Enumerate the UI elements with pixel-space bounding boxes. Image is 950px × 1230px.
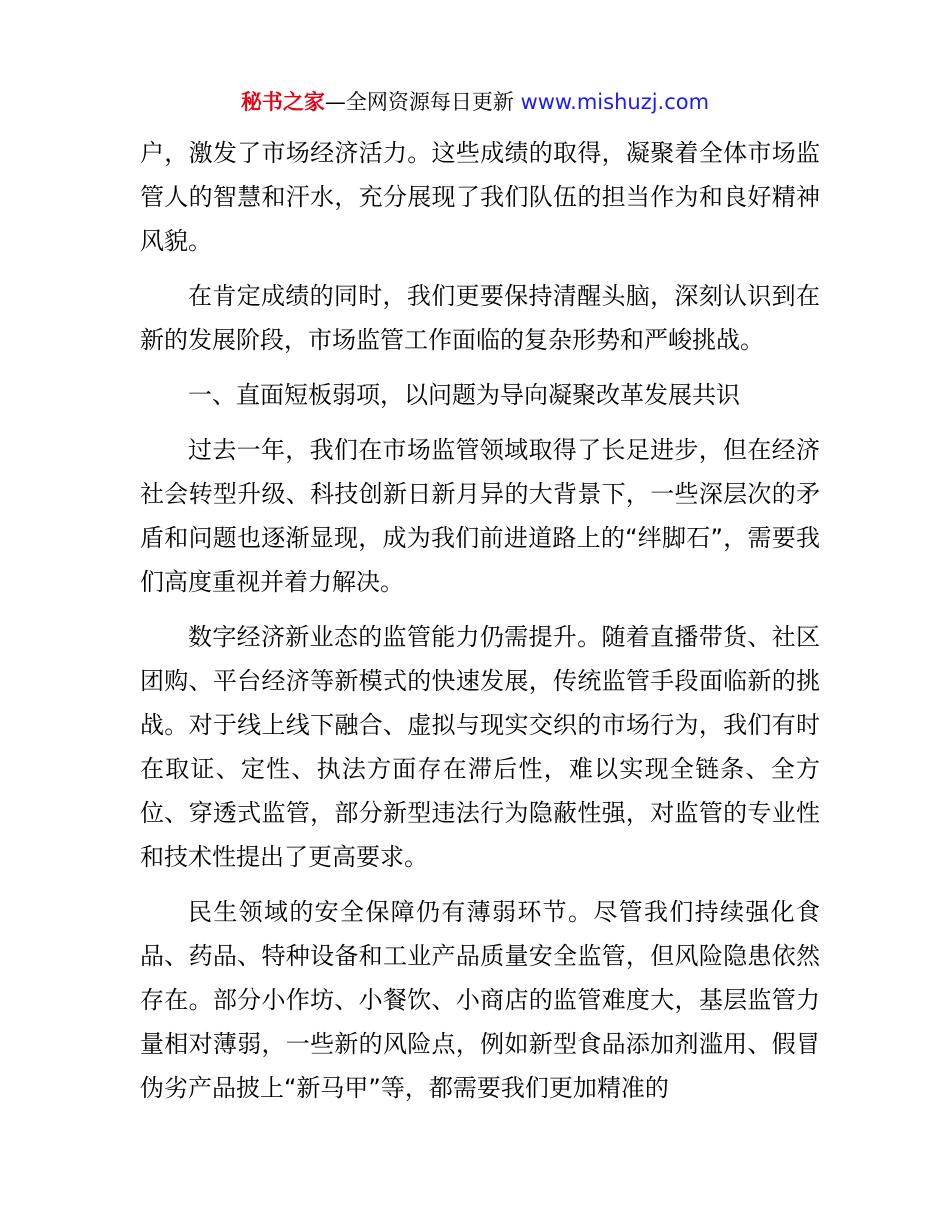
site-url-link[interactable]: www.mishuzj.com [520,90,710,114]
document-body [140,131,820,1121]
paragraph-digital-economy: 数字经济新业态的监管能力仍需提升。随着直播带货、社区团购、平台经济等新模式的快速发展，传统监管手段面临新的挑战。对于线上线下融合、虚拟与现实交织的市场行为，我们有时在取证、定性、执法方面存在滞后性，难以实现全链条、全方位、穿透式监管，部分新型违法行为隐蔽性强，对监管的专业性和技术性提出了更高要求。 [140,623,820,871]
site-header [0,88,950,116]
paragraph-continuation: 户，激发了市场经济活力。这些成绩的取得，凝聚着全体市场监管人的智慧和汗水，充分展现了我们队伍的担当作为和良好精神风貌。 [140,139,820,255]
paragraph-overview: 过去一年，我们在市场监管领域取得了长足进步，但在经济社会转型升级、科技创新日新月异的大背景下，一些深层次的矛盾和问题也逐渐显现，成为我们前进道路上的“绊脚石”，需要我们高度重视并着力解决。 [140,436,820,596]
section-heading: 一、直面短板弱项，以问题为导向凝聚改革发展共识 [188,381,740,409]
paragraph-livelihood-safety: 民生领域的安全保障仍有薄弱环节。尽管我们持续强化食品、药品、特种设备和工业产品质量安全监管，但风险隐患依然存在。部分小作坊、小餐饮、小商店的监管难度大，基层监管力量相对薄弱，一些新的风险点，例如新型食品添加剂滥用、假冒伪劣产品披上“新马甲”等，都需要我们更加精准的 [140,898,820,1102]
paragraph-intro: 在肯定成绩的同时，我们更要保持清醒头脑，深刻认识到在新的发展阶段，市场监管工作面临的复杂形势和严峻挑战。 [140,282,820,354]
site-brand: 秘书之家 [240,90,325,114]
site-slogan: —全网资源每日更新 [324,90,521,114]
